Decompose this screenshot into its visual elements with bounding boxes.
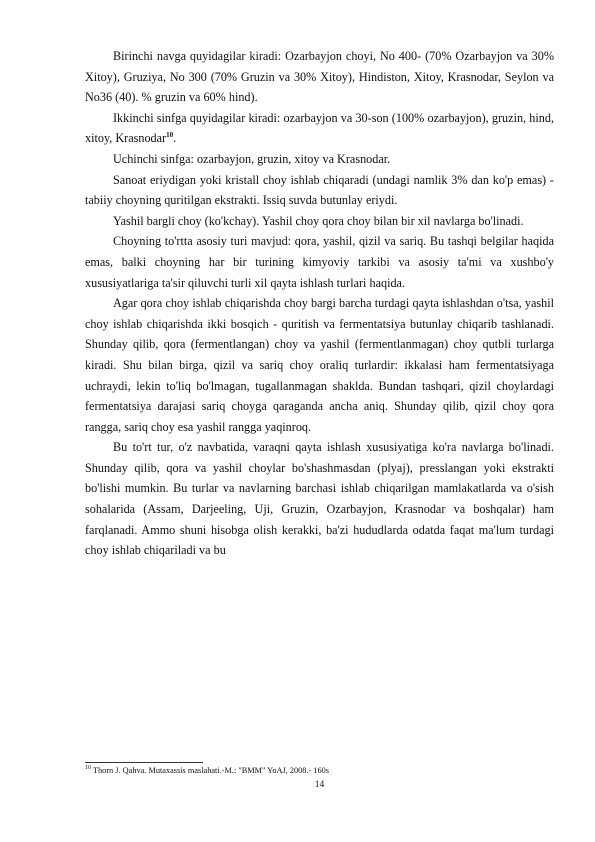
footnote-reference: 10 <box>166 131 174 140</box>
footnote-text: Thorn J. Qahva. Mutaxassis maslahati.-M.: "BMM" YoAJ, 2008.- 160s <box>91 766 330 775</box>
paragraph-6: Choyning to'rtta asosiy turi mavjud: qora, yashil, qizil va sariq. Bu tashqi belgilar haqida emas, balki choyning har bir turining kimyoviy tarkibi va asosiy ta'mi va xushbo'y xususiyatlariga ta'sir qiluvchi turli xil qayta ishlash turlari haqida. <box>85 234 554 290</box>
paragraph-2-end: . <box>173 131 177 146</box>
paragraph-2-text: Ikkinchi sinfga quyidagilar kiradi: ozarbayjon va 30-son (100% ozarbayjon), gruzin, hind, xitoy, Krasnodar <box>85 110 554 146</box>
paragraph-8: Bu to'rt tur, o'z navbatida, varaqni qayta ishlash xususiyatiga ko'ra navlarga bo'linadi. Shunday qilib, qora va yashil choylar bo'shashmasdan (plyaj), presslangan yoki ekstrakti bo'lishi mumkin. Bu turlar va navlarning barchasi ishlab chiqarilgan mamlakatlarda va o'sish sohalarida (Assam, Darjeeling, Uji, Gruzin, Ozarbayjon, Krasnodar va boshqalar) ham farqlanadi. Ammo shuni hisobga olish kerakki, ba'zi hududlarda odatda faqat ma'lum turdagi choy ishlab chiqariladi va bu <box>85 440 554 558</box>
footnote <box>85 765 554 776</box>
paragraph-4: Sanoat eriydigan yoki kristall choy ishlab chiqaradi (undagi namlik 3% dan ko'p emas) - tabiiy choyning quritilgan ekstrakti. Issiq suvda butunlay eriydi. <box>85 172 554 208</box>
paragraph-2 <box>85 108 554 149</box>
footnote-divider <box>85 762 203 763</box>
page-number: 14 <box>314 780 325 790</box>
paragraph-3: Uchinchi sinfga: ozarbayjon, gruzin, xitoy va Krasnodar. <box>113 151 391 166</box>
body-text <box>85 46 554 561</box>
footnote-number: 10 <box>85 765 91 772</box>
paragraph-5: Yashil bargli choy (ko'kchay). Yashil choy qora choy bilan bir xil navlarga bo'linadi. <box>113 213 524 228</box>
paragraph-7: Agar qora choy ishlab chiqarishda choy bargi barcha turdagi qayta ishlashdan o'tsa, yashil choy ishlab chiqarishda ikki bosqich - quritish va fermentatsiya butunlay chiqarib tashlanadi. Shunday qilib, qora (fermentlangan) choy va yashil (fermentlanmagan) choy qutbli turlarga kiradi. Shu bilan birga, qizil va sariq choy oraliq turlardir: ikkalasi ham fermentatsiyaga uchraydi, lekin to'liq bo'lmagan, tugallanmagan shaklda. Bundan tashqari, qizil choylardagi fermentatsiya darajasi sariq choyga qaraganda ancha aniq. Shunday qilib, qizil choy qora rangga, sariq choy esa yashil rangga yaqinroq. <box>85 296 554 434</box>
paragraph-1: Birinchi navga quyidagilar kiradi: Ozarbayjon choyi, No 400- (70% Ozarbayjon va 30% Xitoy), Gruziya, No 300 (70% Gruzin va 30% Xitoy), Hindiston, Xitoy, Krasnodar, Seylon va No36 (40). % gruzin va 60% hind). <box>85 49 554 105</box>
